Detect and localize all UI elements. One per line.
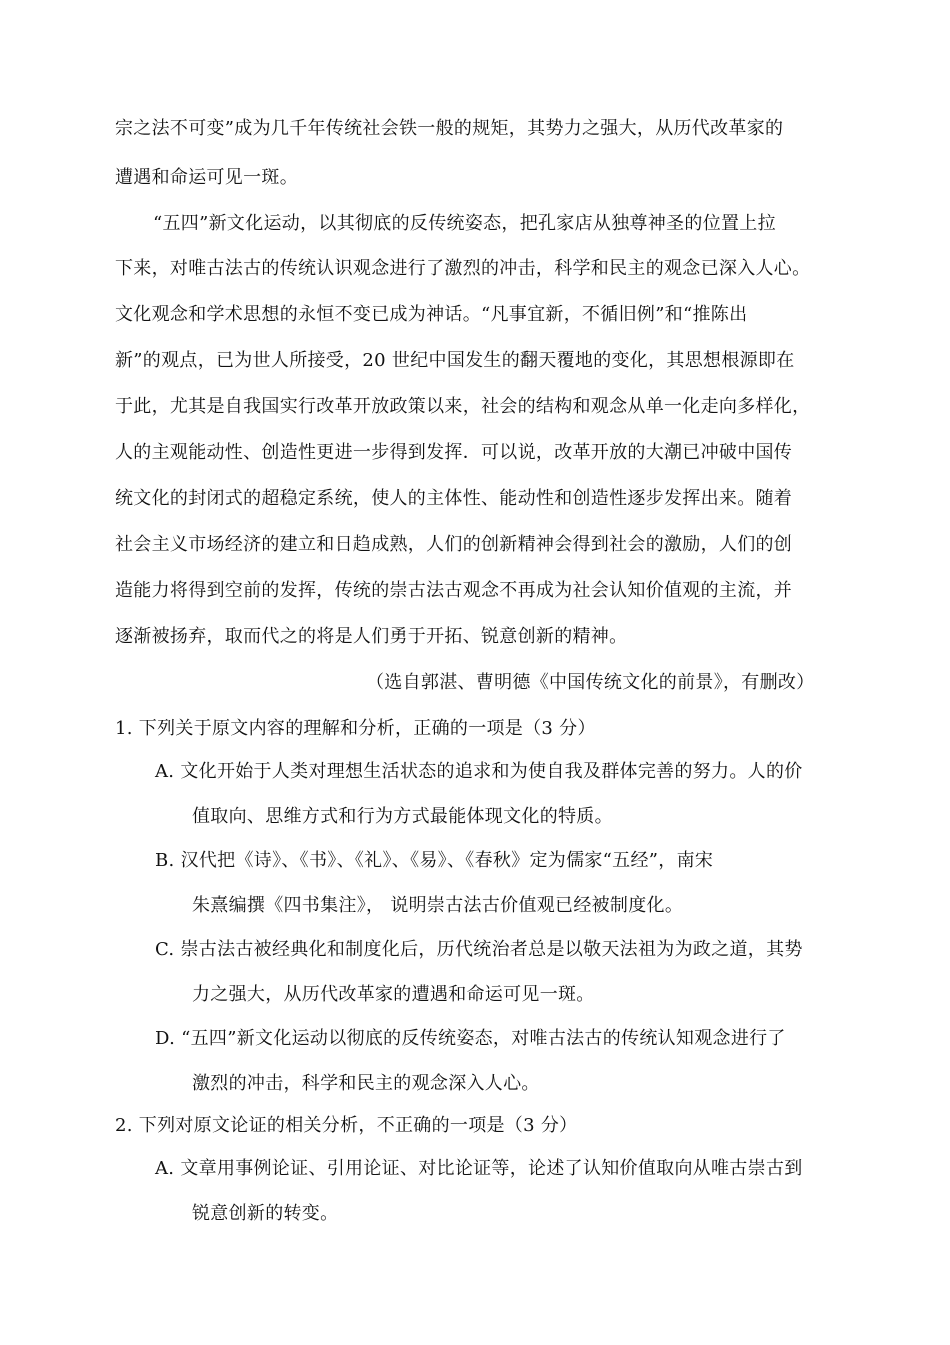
question-1-stem: 1. 下列关于原文内容的理解和分析，正确的一项是（3 分） (115, 718, 596, 739)
passage-line: 统文化的封闭式的超稳定系统，使人的主体性、能动性和创造性逐步发挥出来。随着 (115, 488, 793, 509)
question-2-stem: 2. 下列对原文论证的相关分析，不正确的一项是（3 分） (115, 1115, 578, 1136)
passage-line: 新”的观点，已为世人所接受，20 世纪中国发生的翻天覆地的变化，其思想根源即在 (115, 350, 795, 371)
passage-line: 文化观念和学术思想的永恒不变已成为神话。“凡事宜新，不循旧例”和“推陈出 (115, 304, 748, 325)
question-2-option-a: A. 文章用事例论证、引用论证、对比论证等，论述了认知价值取向从唯古崇古到 (155, 1158, 803, 1179)
question-1-option-b-cont: 朱熹编撰《四书集注》， 说明崇古法古价值观已经被制度化。 (192, 895, 684, 916)
question-1-option-a-cont: 值取向、思维方式和行为方式最能体现文化的特质。 (192, 806, 613, 827)
passage-line: 逐渐被扬弃，取而代之的将是人们勇于开拓、锐意创新的精神。 (115, 626, 628, 647)
passage-line: 下来，对唯古法古的传统认识观念进行了激烈的冲击，科学和民主的观念已深入人心。 (115, 258, 811, 279)
question-1-option-c: C. 崇古法古被经典化和制度化后，历代统治者总是以敬天法祖为为政之道，其势 (155, 939, 803, 960)
passage-line: 人的主观能动性、创造性更进一步得到发挥．可以说，改革开放的大潮已冲破中国传 (115, 442, 793, 463)
question-1-option-a: A. 文化开始于人类对理想生活状态的追求和为使自我及群体完善的努力。人的价 (155, 761, 803, 782)
question-1-option-b: B. 汉代把《诗》、《书》、《礼》、《易》、《春秋》定为儒家“五经”，南宋 (155, 850, 714, 871)
passage-source: （选自郭湛、曹明德《中国传统文化的前景》，有删改） (366, 672, 815, 693)
question-1-option-d-cont: 激烈的冲击，科学和民主的观念深入人心。 (192, 1073, 540, 1094)
passage-paragraph-start: “五四”新文化运动，以其彻底的反传统姿态，把孔家店从独尊神圣的位置上拉 (153, 213, 776, 234)
question-1-option-c-cont: 力之强大，从历代改革家的遭遇和命运可见一斑。 (192, 984, 595, 1005)
passage-line: 于此，尤其是自我国实行改革开放政策以来，社会的结构和观念从单一化走向多样化， (115, 396, 811, 417)
question-2-option-a-cont: 锐意创新的转变。 (192, 1203, 339, 1224)
passage-line: 社会主义市场经济的建立和日趋成熟，人们的创新精神会得到社会的激励，人们的创 (115, 534, 793, 555)
question-1-option-d: D. “五四”新文化运动以彻底的反传统姿态，对唯古法古的传统认知观念进行了 (155, 1028, 786, 1049)
passage-line: 造能力将得到空前的发挥，传统的崇古法古观念不再成为社会认知价值观的主流，并 (115, 580, 793, 601)
passage-line: 宗之法不可变”成为几千年传统社会铁一般的规矩，其势力之强大，从历代改革家的 (115, 118, 784, 139)
passage-line: 遭遇和命运可见一斑。 (115, 167, 298, 188)
